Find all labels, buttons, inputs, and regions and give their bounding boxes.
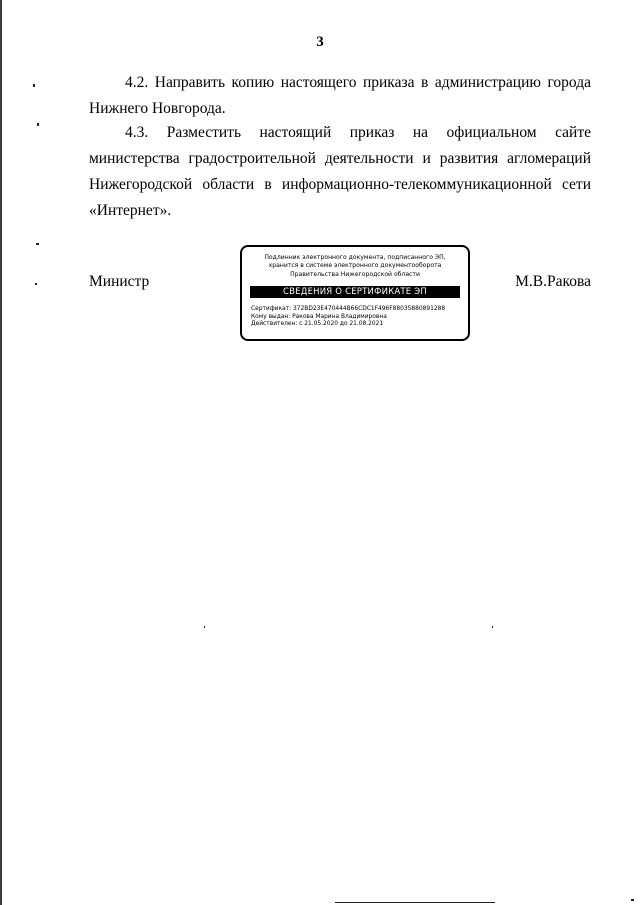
- stamp-banner: СВЕДЕНИЯ О СЕРТИФИКАТЕ ЭП: [250, 286, 460, 298]
- signatory-role: Министр: [89, 273, 150, 290]
- scan-speck: [33, 84, 35, 87]
- scan-speck: [631, 899, 634, 901]
- stamp-header-line: Правительства Нижегородской области: [290, 270, 420, 278]
- certificate-validity: Действителен: с 21.05.2020 до 21.08.2021: [251, 321, 384, 328]
- stamp-header-line: Подлинник электронного документа, подписанного ЭП,: [264, 254, 446, 261]
- page-number: 3: [316, 34, 324, 50]
- scan-speck: [204, 626, 205, 628]
- clause-text: 4.2. Направить копию настоящего приказа в администрацию города Нижнего Новгорода.: [89, 74, 591, 117]
- scan-speck: [492, 626, 493, 628]
- clause-text: 4.3. Разместить настоящий приказ на официальном сайте министерства градостроительной деятельности и развития агломераций Нижегородской области в информационно-телекоммуникационной сети «Интернет».: [89, 124, 591, 219]
- stamp-header-line: хранится в системе электронного документооборота: [268, 262, 442, 270]
- scan-speck: [35, 283, 37, 285]
- scan-speck: [36, 243, 39, 245]
- bottom-edge-line: [335, 902, 495, 903]
- electronic-signature-stamp: [240, 245, 470, 341]
- scan-speck: [37, 123, 39, 126]
- certificate-owner: Кому выдан: Ракова Марина Владимировна: [251, 313, 387, 320]
- stamp-header: [242, 254, 468, 279]
- signatory-name: М.В.Ракова: [515, 273, 591, 290]
- stamp-certificate-info: [251, 306, 468, 328]
- certificate-number: Сертификат: 372BD23E470444B66CDC1F496F88035880891288: [251, 306, 446, 313]
- clause-4-3: [89, 120, 591, 224]
- clause-4-2: [89, 70, 591, 122]
- page-left-edge: [0, 0, 2, 905]
